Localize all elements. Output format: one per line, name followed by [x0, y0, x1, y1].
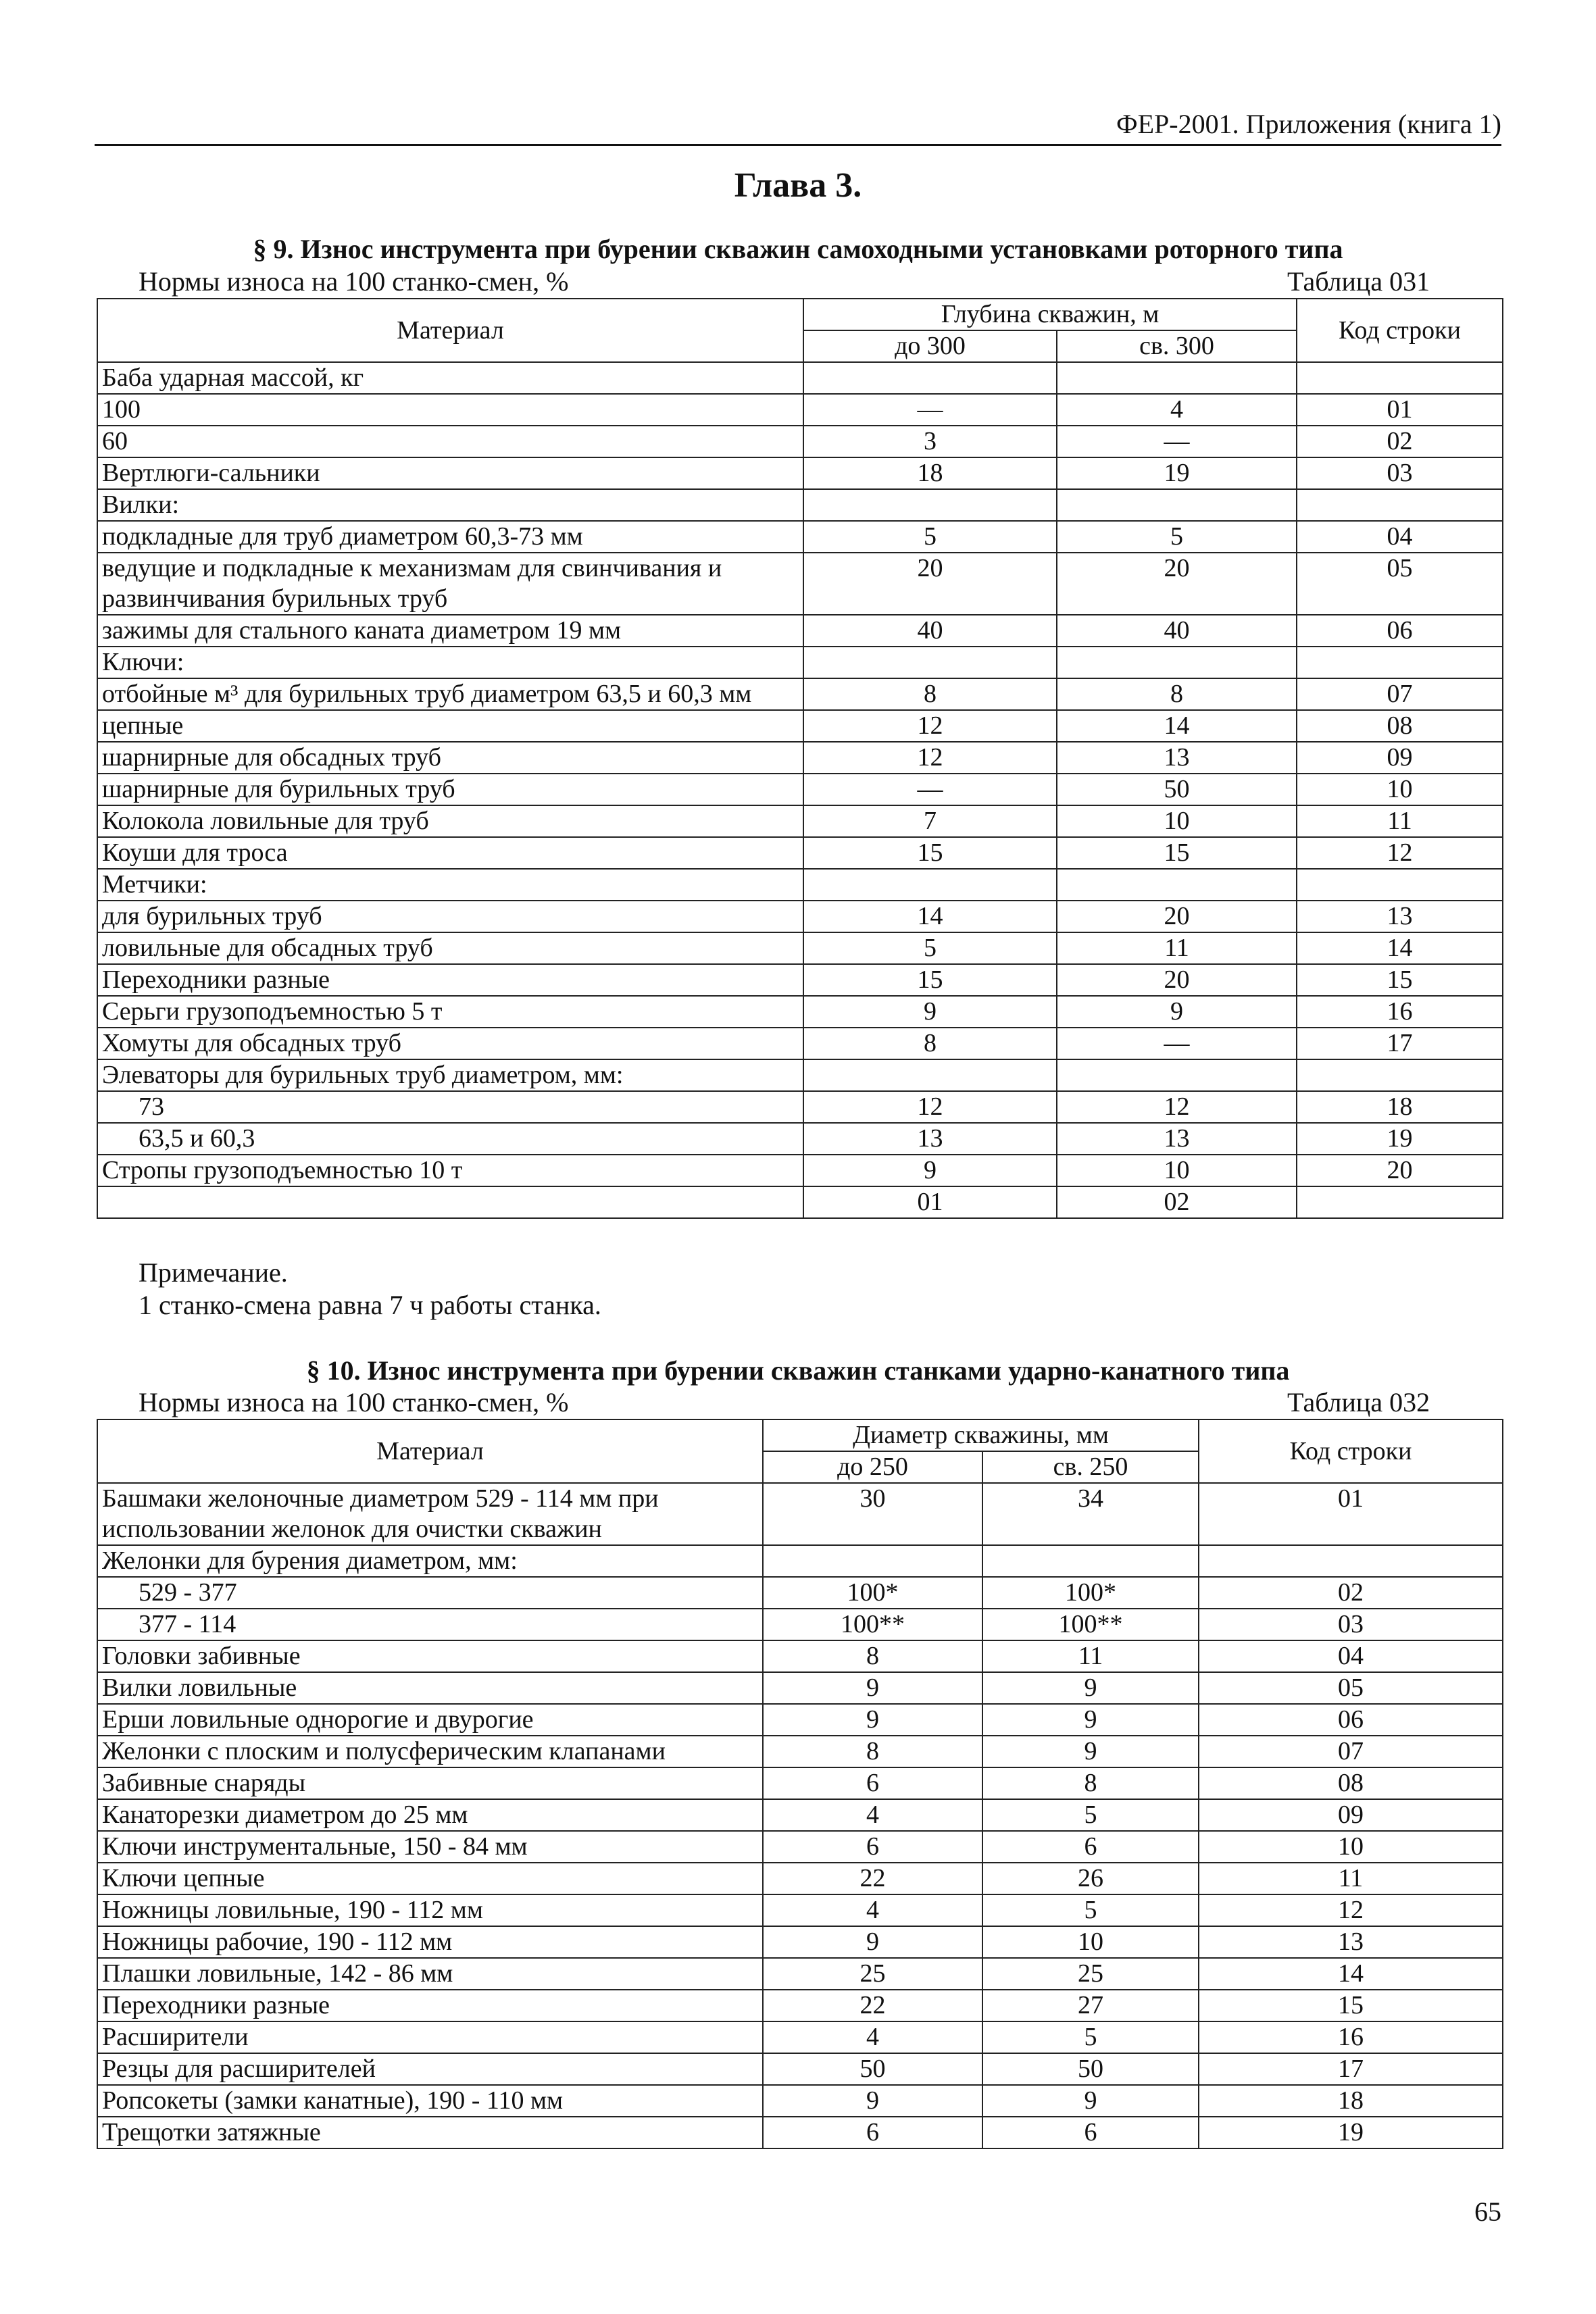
row-material: 100 — [97, 394, 803, 426]
page-header: ФЕР-2001. Приложения (книга 1) — [95, 108, 1501, 146]
row-value-b: 34 — [982, 1483, 1199, 1545]
row-code — [1297, 1059, 1503, 1091]
row-value-a: 6 — [763, 2117, 982, 2148]
row-material: Вилки ловильные — [97, 1672, 763, 1704]
row-code: 07 — [1199, 1736, 1503, 1767]
chapter-title: Глава 3. — [734, 166, 862, 205]
row-value-b: 25 — [982, 1958, 1199, 1990]
row-value-a: 30 — [763, 1483, 982, 1545]
row-value-a: 12 — [803, 1091, 1057, 1123]
row-material: Ключи: — [97, 647, 803, 678]
row-value-b: 13 — [1057, 742, 1297, 774]
row-value-b: 10 — [1057, 1155, 1297, 1186]
row-value-a: 6 — [763, 1831, 982, 1863]
row-material: ведущие и подкладные к механизмам для свинчивания и развинчивания бурильных труб — [97, 553, 803, 615]
row-value-b: 9 — [982, 1704, 1199, 1736]
row-material: цепные — [97, 710, 803, 742]
row-code: 15 — [1297, 964, 1503, 996]
row-value-b: 10 — [1057, 805, 1297, 837]
row-material: Головки забивные — [97, 1640, 763, 1672]
row-code: 17 — [1297, 1028, 1503, 1059]
row-value-a: 25 — [763, 1958, 982, 1990]
section-9-title: § 9. Износ инструмента при бурении скважин самоходными установками роторного типа — [253, 234, 1343, 264]
row-material: для бурильных труб — [97, 901, 803, 932]
row-code: 18 — [1199, 2085, 1503, 2117]
table-row — [97, 2021, 1503, 2053]
row-code: 13 — [1199, 1926, 1503, 1958]
row-code: 02 — [1199, 1577, 1503, 1609]
row-material: Желонки для бурения диаметром, мм: — [97, 1545, 763, 1577]
row-value-a: 15 — [803, 837, 1057, 869]
row-value-a: 9 — [763, 1672, 982, 1704]
table-row — [97, 426, 1503, 457]
row-material: Расширители — [97, 2021, 763, 2053]
row-value-a: — — [803, 774, 1057, 805]
row-code: 18 — [1297, 1091, 1503, 1123]
row-value-b: 02 — [1057, 1186, 1297, 1218]
row-code — [1297, 489, 1503, 521]
row-value-a — [763, 1545, 982, 1577]
row-value-b: 8 — [1057, 678, 1297, 710]
row-value-b: 9 — [982, 1736, 1199, 1767]
row-value-a: 20 — [803, 553, 1057, 615]
row-value-a — [803, 869, 1057, 901]
table-row — [97, 837, 1503, 869]
row-value-b: 26 — [982, 1863, 1199, 1894]
row-code: 05 — [1199, 1672, 1503, 1704]
row-value-b — [1057, 869, 1297, 901]
header-diameter-a: до 250 — [763, 1451, 982, 1483]
header-diameter-b: св. 250 — [982, 1451, 1199, 1483]
table-row — [97, 1028, 1503, 1059]
row-material: подкладные для труб диаметром 60,3-73 мм — [97, 521, 803, 553]
row-material: зажимы для стального каната диаметром 19 мм — [97, 615, 803, 647]
note — [139, 1257, 601, 1322]
row-value-b: 13 — [1057, 1123, 1297, 1155]
row-code: 11 — [1199, 1863, 1503, 1894]
table-row — [97, 869, 1503, 901]
row-value-a — [803, 362, 1057, 394]
row-value-a: 9 — [803, 996, 1057, 1028]
row-value-a: 9 — [803, 1155, 1057, 1186]
row-material: шарнирные для обсадных труб — [97, 742, 803, 774]
row-value-a: 8 — [763, 1736, 982, 1767]
row-value-a: 13 — [803, 1123, 1057, 1155]
row-value-a: 9 — [763, 2085, 982, 2117]
row-code: 03 — [1199, 1609, 1503, 1640]
row-code: 14 — [1199, 1958, 1503, 1990]
row-material: Резцы для расширителей — [97, 2053, 763, 2085]
row-material: Желонки с плоским и полусферическим клапанами — [97, 1736, 763, 1767]
row-material: Ерши ловильные однорогие и двурогие — [97, 1704, 763, 1736]
row-value-b — [1057, 1059, 1297, 1091]
table-row — [97, 901, 1503, 932]
row-material: Метчики: — [97, 869, 803, 901]
row-material: ловильные для обсадных труб — [97, 932, 803, 964]
row-value-a: 15 — [803, 964, 1057, 996]
row-material: шарнирные для бурильных труб — [97, 774, 803, 805]
row-material: Коуши для троса — [97, 837, 803, 869]
row-value-a: 8 — [803, 1028, 1057, 1059]
table-row — [97, 1123, 1503, 1155]
row-value-b: 20 — [1057, 553, 1297, 615]
table-row — [97, 1958, 1503, 1990]
row-value-b: 5 — [982, 1894, 1199, 1926]
row-code: 08 — [1199, 1767, 1503, 1799]
row-code: 04 — [1297, 521, 1503, 553]
table-row — [97, 1736, 1503, 1767]
row-code: 13 — [1297, 901, 1503, 932]
row-value-a: 5 — [803, 932, 1057, 964]
row-value-a: 22 — [763, 1990, 982, 2021]
row-value-b: 19 — [1057, 457, 1297, 489]
row-code: 09 — [1297, 742, 1503, 774]
table-row — [97, 805, 1503, 837]
row-value-a — [803, 489, 1057, 521]
header-code: Код строки — [1297, 299, 1503, 362]
row-code: 12 — [1297, 837, 1503, 869]
header-depth: Глубина скважин, м — [803, 299, 1297, 330]
row-material: Ропсокеты (замки канатные), 190 - 110 мм — [97, 2085, 763, 2117]
table-row — [97, 1059, 1503, 1091]
row-value-b — [982, 1545, 1199, 1577]
row-material: Переходники разные — [97, 1990, 763, 2021]
row-material: Серьги грузоподъемностью 5 т — [97, 996, 803, 1028]
row-value-b: 40 — [1057, 615, 1297, 647]
row-value-a: — — [803, 394, 1057, 426]
row-material: Хомуты для обсадных труб — [97, 1028, 803, 1059]
row-code — [1297, 362, 1503, 394]
row-value-b: 50 — [982, 2053, 1199, 2085]
table-row — [97, 774, 1503, 805]
row-code: 15 — [1199, 1990, 1503, 2021]
row-code: 08 — [1297, 710, 1503, 742]
row-value-a — [803, 1059, 1057, 1091]
row-material: Забивные снаряды — [97, 1767, 763, 1799]
row-value-a: 7 — [803, 805, 1057, 837]
table-row — [97, 2085, 1503, 2117]
row-code: 16 — [1297, 996, 1503, 1028]
row-value-a: 14 — [803, 901, 1057, 932]
table-row — [97, 2053, 1503, 2085]
row-material: 63,5 и 60,3 — [97, 1123, 803, 1155]
row-code: 05 — [1297, 553, 1503, 615]
row-value-b: 9 — [1057, 996, 1297, 1028]
table-row — [97, 1672, 1503, 1704]
row-material: 377 - 114 — [97, 1609, 763, 1640]
row-code: 10 — [1199, 1831, 1503, 1863]
row-value-a: 3 — [803, 426, 1057, 457]
row-code: 01 — [1297, 394, 1503, 426]
row-value-a: 01 — [803, 1186, 1057, 1218]
table-row — [97, 1767, 1503, 1799]
row-code: 07 — [1297, 678, 1503, 710]
table-row — [97, 553, 1503, 615]
row-material: Ножницы рабочие, 190 - 112 мм — [97, 1926, 763, 1958]
row-value-a: 12 — [803, 742, 1057, 774]
row-code: 09 — [1199, 1799, 1503, 1831]
table-row — [97, 1186, 1503, 1218]
table-row — [97, 1799, 1503, 1831]
header-material: Материал — [97, 299, 803, 362]
note-title: Примечание. — [139, 1257, 288, 1288]
table-032 — [97, 1419, 1503, 2149]
table-row — [97, 615, 1503, 647]
table-row — [97, 964, 1503, 996]
row-value-b: 8 — [982, 1767, 1199, 1799]
row-material: Переходники разные — [97, 964, 803, 996]
row-material: Вертлюги-сальники — [97, 457, 803, 489]
row-material: Элеваторы для бурильных труб диаметром, мм: — [97, 1059, 803, 1091]
section-10-title: § 10. Износ инструмента при бурении скважин станками ударно-канатного типа — [306, 1355, 1290, 1386]
row-value-b — [1057, 489, 1297, 521]
row-value-b: 15 — [1057, 837, 1297, 869]
row-material: Вилки: — [97, 489, 803, 521]
table-row — [97, 521, 1503, 553]
table-row — [97, 647, 1503, 678]
table-row — [97, 678, 1503, 710]
row-material: 60 — [97, 426, 803, 457]
row-code: 11 — [1297, 805, 1503, 837]
row-material: Стропы грузоподъемностью 10 т — [97, 1155, 803, 1186]
row-value-b: 100** — [982, 1609, 1199, 1640]
row-code: 19 — [1199, 2117, 1503, 2148]
row-code: 16 — [1199, 2021, 1503, 2053]
row-code — [1297, 1186, 1503, 1218]
row-material: Ключи инструментальные, 150 - 84 мм — [97, 1831, 763, 1863]
row-value-a: 4 — [763, 1799, 982, 1831]
table-row — [97, 1155, 1503, 1186]
table-row — [97, 1894, 1503, 1926]
row-value-b: 6 — [982, 1831, 1199, 1863]
header-depth-b: св. 300 — [1057, 330, 1297, 362]
row-value-a: 5 — [803, 521, 1057, 553]
table-row — [97, 1091, 1503, 1123]
section-9-table-number: Таблица 031 — [1287, 266, 1430, 297]
row-value-b: 20 — [1057, 964, 1297, 996]
row-value-a: 100* — [763, 1577, 982, 1609]
section-10-norms: Нормы износа на 100 станко-смен, % — [139, 1387, 569, 1417]
table-row — [97, 394, 1503, 426]
row-code — [1297, 869, 1503, 901]
row-material: Плашки ловильные, 142 - 86 мм — [97, 1958, 763, 1990]
row-material: 529 - 377 — [97, 1577, 763, 1609]
row-value-a: 100** — [763, 1609, 982, 1640]
row-value-a: 50 — [763, 2053, 982, 2085]
table-row — [97, 1863, 1503, 1894]
row-code: 12 — [1199, 1894, 1503, 1926]
table-row — [97, 710, 1503, 742]
table-row — [97, 996, 1503, 1028]
note-text: 1 станко-смена равна 7 ч работы станка. — [139, 1290, 601, 1320]
row-value-a — [803, 647, 1057, 678]
page-number: 65 — [1474, 2196, 1501, 2227]
row-code: 06 — [1199, 1704, 1503, 1736]
table-row — [97, 1640, 1503, 1672]
row-value-b: 11 — [1057, 932, 1297, 964]
row-code: 19 — [1297, 1123, 1503, 1155]
row-material — [97, 1186, 803, 1218]
row-value-b: 5 — [1057, 521, 1297, 553]
row-value-b — [1057, 647, 1297, 678]
row-material: отбойные м³ для бурильных труб диаметром 63,5 и 60,3 мм — [97, 678, 803, 710]
row-value-b: 20 — [1057, 901, 1297, 932]
row-value-a: 9 — [763, 1704, 982, 1736]
row-value-b: 50 — [1057, 774, 1297, 805]
row-value-b: 9 — [982, 1672, 1199, 1704]
row-material: Колокола ловильные для труб — [97, 805, 803, 837]
row-value-a: 8 — [763, 1640, 982, 1672]
table-row — [97, 1609, 1503, 1640]
row-code: 14 — [1297, 932, 1503, 964]
row-value-b: 5 — [982, 2021, 1199, 2053]
header-depth-a: до 300 — [803, 330, 1057, 362]
row-value-a: 12 — [803, 710, 1057, 742]
row-material: Ножницы ловильные, 190 - 112 мм — [97, 1894, 763, 1926]
row-value-a: 22 — [763, 1863, 982, 1894]
table-row — [97, 1577, 1503, 1609]
header-material: Материал — [97, 1419, 763, 1483]
row-value-b: 14 — [1057, 710, 1297, 742]
row-code: 20 — [1297, 1155, 1503, 1186]
row-material: 73 — [97, 1091, 803, 1123]
row-material: Канаторезки диаметром до 25 мм — [97, 1799, 763, 1831]
row-value-b: — — [1057, 426, 1297, 457]
table-031 — [97, 298, 1503, 1219]
table-row — [97, 1990, 1503, 2021]
table-row — [97, 1704, 1503, 1736]
row-value-b: 5 — [982, 1799, 1199, 1831]
row-code — [1199, 1545, 1503, 1577]
table-row — [97, 1545, 1503, 1577]
row-value-a: 9 — [763, 1926, 982, 1958]
row-value-b — [1057, 362, 1297, 394]
row-code: 10 — [1297, 774, 1503, 805]
table-row — [97, 362, 1503, 394]
row-value-b: 12 — [1057, 1091, 1297, 1123]
row-code — [1297, 647, 1503, 678]
row-code: 02 — [1297, 426, 1503, 457]
row-value-a: 8 — [803, 678, 1057, 710]
row-value-b: 100* — [982, 1577, 1199, 1609]
row-value-b: 11 — [982, 1640, 1199, 1672]
row-value-b: 10 — [982, 1926, 1199, 1958]
table-row — [97, 742, 1503, 774]
row-code: 01 — [1199, 1483, 1503, 1545]
table-row — [97, 1831, 1503, 1863]
row-code: 06 — [1297, 615, 1503, 647]
row-material: Башмаки желоночные диаметром 529 - 114 мм при использовании желонок для очистки скважин — [97, 1483, 763, 1545]
row-material: Ключи цепные — [97, 1863, 763, 1894]
row-code: 17 — [1199, 2053, 1503, 2085]
row-code: 03 — [1297, 457, 1503, 489]
row-material: Баба ударная массой, кг — [97, 362, 803, 394]
table-row — [97, 1483, 1503, 1545]
row-value-a: 6 — [763, 1767, 982, 1799]
row-value-b: 9 — [982, 2085, 1199, 2117]
row-value-b: — — [1057, 1028, 1297, 1059]
row-value-b: 4 — [1057, 394, 1297, 426]
table-row — [97, 932, 1503, 964]
table-row — [97, 1926, 1503, 1958]
header-diameter: Диаметр скважины, мм — [763, 1419, 1199, 1451]
row-value-a: 4 — [763, 2021, 982, 2053]
section-10-table-number: Таблица 032 — [1287, 1387, 1430, 1417]
table-row — [97, 489, 1503, 521]
table-row — [97, 457, 1503, 489]
row-value-b: 27 — [982, 1990, 1199, 2021]
row-value-a: 18 — [803, 457, 1057, 489]
header-code: Код строки — [1199, 1419, 1503, 1483]
row-code: 04 — [1199, 1640, 1503, 1672]
row-value-a: 40 — [803, 615, 1057, 647]
row-value-b: 6 — [982, 2117, 1199, 2148]
row-material: Трещотки затяжные — [97, 2117, 763, 2148]
table-row — [97, 2117, 1503, 2148]
row-value-a: 4 — [763, 1894, 982, 1926]
section-9-norms: Нормы износа на 100 станко-смен, % — [139, 266, 569, 297]
